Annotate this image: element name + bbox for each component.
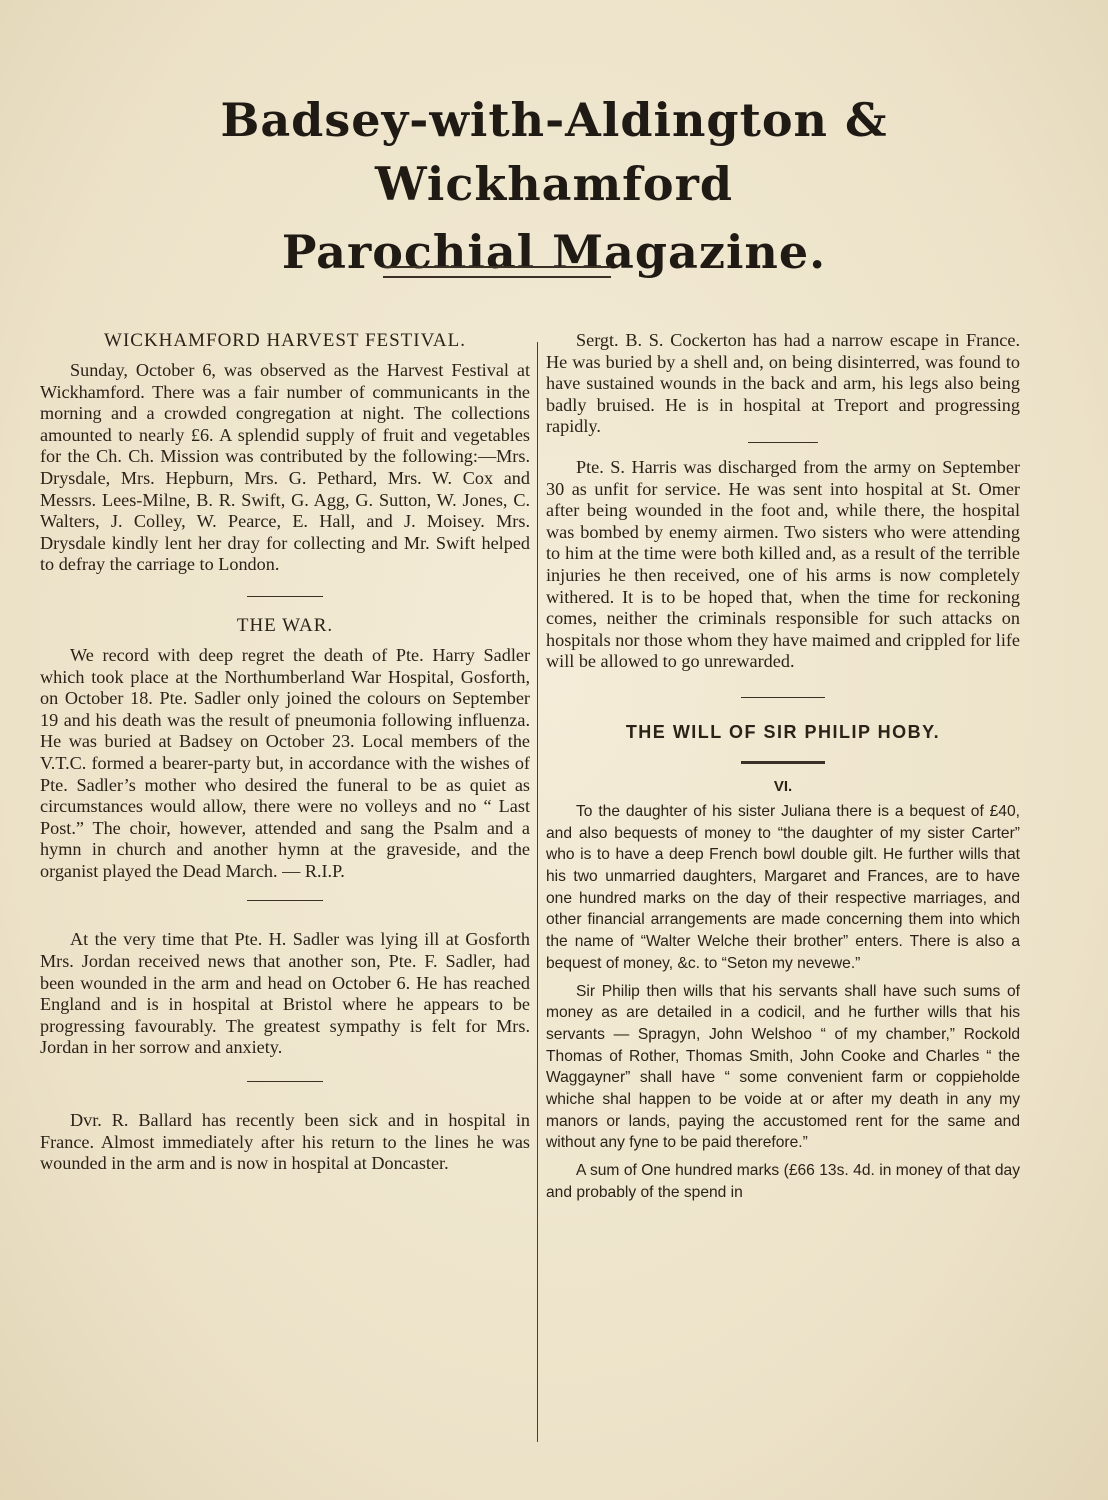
- war-continued: [546, 330, 1020, 673]
- war-paragraph-sadler: We record with deep regret the death of Pte. Harry Sadler which took place at the Northumberland War Hospital, Gosforth, on October 18. Pte. Sadler only joined the colours on September 19 and his death was the result of pneumonia following influenza. He was buried at Badsey on October 23. Local members of the V.T.C. formed a bearer-party but, in accordance with the wishes of Pte. Sadler’s mother who desired the funeral to be as quiet as circumstances would allow, there were no volleys and no “ Last Post.” The choir, however, attended and sang the Psalm and a hymn in church and another hymn at the graveside, and the organist played the Dead March. — R.I.P.: [40, 644, 530, 881]
- masthead-title-line1: Badsey-with-Aldington & Wickhamford: [220, 93, 888, 211]
- section-separator: [748, 442, 818, 443]
- column-divider: [537, 342, 538, 1442]
- will-text: [546, 801, 1020, 1204]
- war-paragraph-harris: Pte. S. Harris was discharged from the army on September 30 as unfit for service. He was sent into hospital at St. Omer after being wounded in the foot and, while there, the hospital was bombed by enemy airmen. Two sisters who were attending to him at the time were both killed and, as a result of the terrible injuries he then received, one of his arms is now completely withered. It is to be hoped that, when the time for reckoning comes, neither the criminals responsible for such attacks on hospitals nor those whom they have maimed and crippled for life will be allowed to go unrewarded.: [546, 456, 1020, 672]
- will-heading-rule: [741, 761, 825, 764]
- masthead-title-line2: Parochial Magazine.: [281, 225, 827, 279]
- section-separator: [741, 697, 825, 698]
- left-column: [40, 330, 530, 1175]
- harvest-festival-heading: WICKHAMFORD HARVEST FESTIVAL.: [104, 330, 466, 351]
- masthead: [40, 88, 1068, 284]
- masthead-double-rule: [383, 266, 611, 278]
- the-war-heading: THE WAR.: [236, 614, 334, 636]
- war-paragraph-jordan: At the very time that Pte. H. Sadler was lying ill at Gosforth Mrs. Jordan received news that another son, Pte. F. Sadler, had been wounded in the arm and head on October 6. He has reached England and is in hospital at Bristol where he appears to be progressing favourably. The greatest sympathy is felt for Mrs. Jordan in her sorrow and anxiety.: [40, 929, 530, 1058]
- section-separator: [247, 1081, 323, 1082]
- right-column: [546, 330, 1020, 1204]
- harvest-festival-paragraph: Sunday, October 6, was observed as the Harvest Festival at Wickhamford. There was a fair number of communicants in the morning and a crowded congregation at night. The collections amounted to nearly £6. A splendid supply of fruit and vegetables for the Ch. Ch. Mission was contributed by the following:—Mrs. Drysdale, Mrs. Hepburn, Mrs. G. Pethard, Mrs. W. Cox and Messrs. Lees-Milne, B. R. Swift, G. Agg, G. Sutton, W. Jones, C. Walters, J. Colley, W. Pearce, E. Hall, and J. Moisey. Mrs. Drysdale kindly lent her dray for collecting and Mr. Swift helped to defray the carriage to London.: [40, 360, 530, 575]
- war-paragraph-cockerton: Sergt. B. S. Cockerton has had a narrow escape in France. He was buried by a shell and, on being disinterred, was found to have sustained wounds in the back and arm, his legs also being badly bruised. He is in hospital at Treport and progressing rapidly.: [546, 330, 1020, 437]
- will-paragraph-servants: Sir Philip then wills that his servants shall have such sums of money as are detailed in a codicil, and he further wills that his servants — Spragyn, John Welshoo “ of my chamber,” Rockold Thomas of Rother, Thomas Smith, John Cooke and Charles “ the Waggayner” shall have “ some convenient farm or coppieholde whiche shal happen to be voide at or after my death in any my manors or lands, paying the accustomed rent for the same and without any fyne to be paid therefore.”: [546, 982, 1020, 1152]
- section-separator: [247, 900, 323, 901]
- section-separator: [247, 596, 323, 597]
- will-paragraph-marks: A sum of One hundred marks (£66 13s. 4d. in money of that day and probably of the spend in: [546, 1162, 1020, 1201]
- will-part-number: VI.: [773, 777, 793, 795]
- will-paragraph-bequests: To the daughter of his sister Juliana there is a bequest of £40, and also bequests of money to “the daughter of my sister Carter” who is to have a deep French bowl double gilt. He further wills that his two unmarried daughters, Margaret and Frances, are to have one hundred marks on the day of their respective marriages, and other financial arrangements are made concerning them into which the name of “Walter Welche their brother” enters. There is also a bequest of money, &c. to “Seton my nevewe.”: [546, 802, 1020, 972]
- will-heading: THE WILL OF SIR PHILIP HOBY.: [625, 721, 941, 742]
- war-paragraph-ballard: Dvr. R. Ballard has recently been sick and in hospital in France. Almost immediately after his return to the lines he was wounded in the arm and is now in hospital at Doncaster.: [40, 1110, 530, 1174]
